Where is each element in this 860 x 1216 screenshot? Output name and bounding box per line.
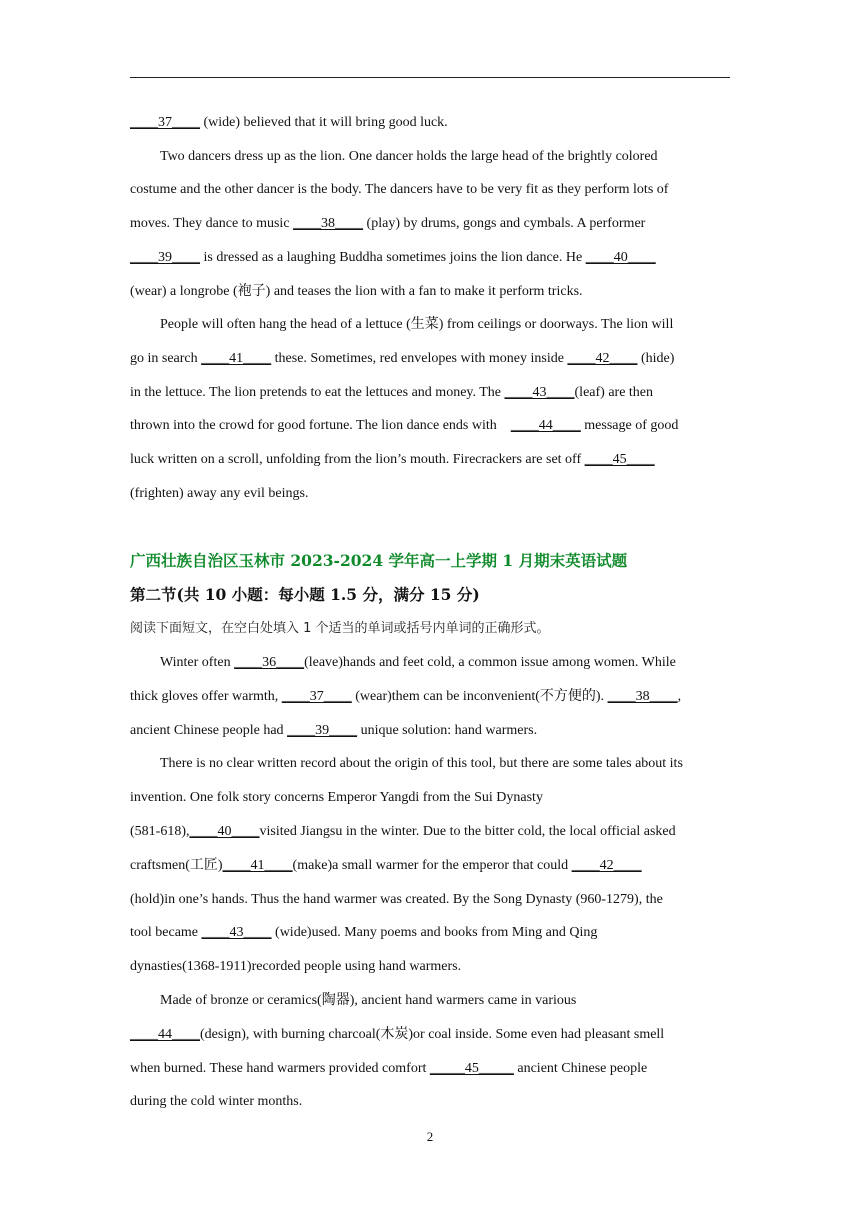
text-line: [130, 1026, 664, 1044]
text-line: [160, 316, 673, 334]
text-line: [160, 654, 676, 672]
text-line: [130, 789, 543, 807]
text-line: [130, 350, 674, 368]
answer-blank: ____40____: [585, 249, 656, 265]
answer-blank: ____42____: [567, 350, 638, 366]
text-segment: There is no clear written record about the origin of this tool, but there are some tales about its: [160, 756, 683, 772]
text-line: [160, 148, 658, 166]
answer-blank: ____43____: [201, 925, 272, 941]
answer-blank: ____39____: [130, 249, 200, 265]
text-line: [130, 451, 655, 469]
page-number: 2: [426, 1129, 434, 1144]
text-line: [130, 114, 448, 132]
text-segment: thick gloves offer warmth,: [130, 688, 282, 704]
text-segment: luck written on a scroll, unfolding from the lion’s mouth. Firecrackers are set off: [130, 452, 585, 467]
text-line: [130, 891, 663, 909]
answer-blank: ____44____: [130, 1026, 200, 1042]
text-segment: (wear) a longrobe (袍子) and teases the lion with a fan to make it perform tricks.: [130, 283, 583, 299]
text-segment: visited Jiangsu in the winter. Due to the bitter cold, the local official asked: [259, 824, 676, 839]
text-line: [130, 181, 668, 199]
answer-blank: ____42____: [571, 857, 642, 873]
header-rule: [130, 77, 730, 78]
text-segment: (wide) believed that it will bring good luck.: [200, 115, 448, 130]
text-segment: unique solution: hand warmers.: [357, 722, 538, 738]
answer-blank: ____37____: [130, 115, 200, 130]
text-segment: (leave)hands and feet cold, a common issue among women. While: [304, 655, 676, 670]
text-line: [130, 857, 642, 875]
text-segment: People will often hang the head of a lettuce (生菜) from ceilings or doorways. The lion will: [160, 317, 674, 333]
text-segment: ,: [677, 688, 682, 704]
text-line: [130, 722, 537, 740]
text-line: [130, 1093, 302, 1111]
text-segment: thrown into the crowd for good fortune. The lion dance ends with: [130, 418, 511, 434]
answer-blank: _____45_____: [429, 1060, 514, 1076]
text-segment: Two dancers dress up as the lion. One dancer holds the large head of the brightly colored: [160, 148, 658, 164]
text-line: [130, 924, 597, 942]
answer-blank: ____45____: [584, 452, 655, 467]
text-segment: dynasties(1368-1911)recorded people using hand warmers.: [130, 959, 462, 975]
answer-blank: ____40____: [189, 824, 260, 839]
text-segment: moves. They dance to music: [130, 216, 294, 232]
text-segment: Made of bronze or ceramics(陶器), ancient hand warmers came in various: [160, 993, 577, 1008]
text-segment: costume and the other dancer is the body. The dancers have to be very fit as they perform lots of: [130, 182, 669, 198]
text-segment: Winter often: [160, 655, 235, 670]
text-segment: (hide): [637, 350, 675, 366]
text-line: [130, 384, 653, 402]
text-segment: (leaf) are then: [574, 384, 654, 400]
text-segment: these. Sometimes, red envelopes with money inside: [271, 350, 568, 366]
answer-blank: ____39____: [287, 722, 358, 738]
text-segment: in the lettuce. The lion pretends to eat the lettuces and money. The: [130, 384, 505, 400]
text-segment: (581-618),: [130, 824, 190, 839]
text-segment: craftsmen(工匠): [130, 857, 223, 873]
text-line: [130, 215, 645, 233]
answer-blank: ____38____: [293, 216, 364, 232]
text-segment: tool became: [130, 925, 202, 941]
text-line: [160, 992, 576, 1010]
answer-blank: ____37____: [281, 688, 352, 704]
text-line: [130, 823, 676, 841]
text-segment: (design), with burning charcoal(木炭)or coal inside. Some even had pleasant smell: [200, 1026, 665, 1042]
answer-blank: ____43____: [504, 384, 575, 400]
section-title: 广西壮族自治区玉林市 2023-2024 学年高一上学期 1 月期末英语试题: [130, 551, 628, 570]
text-segment: go in search: [130, 350, 202, 366]
text-line: [130, 283, 583, 301]
text-line: [160, 755, 683, 773]
section-subtitle: 第二节(共 10 小题：每小题 1.5 分，满分 15 分): [130, 585, 480, 604]
text-segment: invention. One folk story concerns Emperor Yangdi from the Sui Dynasty: [130, 790, 543, 806]
answer-blank: ____44____: [510, 418, 581, 434]
text-segment: when burned. These hand warmers provided comfort: [130, 1060, 430, 1076]
answer-blank: ____36____: [234, 655, 305, 670]
text-segment: (wear)them can be inconvenient(不方便的).: [351, 688, 608, 704]
text-line: [130, 249, 656, 267]
text-segment: during the cold winter months.: [130, 1094, 303, 1110]
text-segment: ancient Chinese people: [513, 1060, 648, 1076]
text-line: [130, 958, 461, 976]
answer-blank: ____41____: [201, 350, 272, 366]
text-segment: (frighten) away any evil beings.: [130, 485, 309, 501]
text-line: [130, 417, 678, 435]
answer-blank: ____41____: [222, 857, 293, 873]
text-segment: message of good: [580, 418, 679, 434]
text-segment: (wide)used. Many poems and books from Ming and Qing: [271, 925, 598, 941]
text-segment: is dressed as a laughing Buddha sometimes joins the lion dance. He: [200, 249, 586, 265]
answer-blank: ____38____: [607, 688, 678, 704]
text-segment: ancient Chinese people had: [130, 722, 288, 738]
text-line: [130, 485, 308, 503]
text-line: [130, 1060, 647, 1078]
text-segment: (hold)in one’s hands. Thus the hand warmer was created. By the Song Dynasty (960-1279), the: [130, 891, 663, 907]
text-segment: (play) by drums, gongs and cymbals. A performer: [363, 216, 646, 232]
text-segment: (make)a small warmer for the emperor that could: [292, 857, 572, 873]
text-line: [130, 688, 681, 706]
instruction-text: 阅读下面短文，在空白处填入 1 个适当的单词或括号内单词的正确形式。: [130, 621, 550, 636]
